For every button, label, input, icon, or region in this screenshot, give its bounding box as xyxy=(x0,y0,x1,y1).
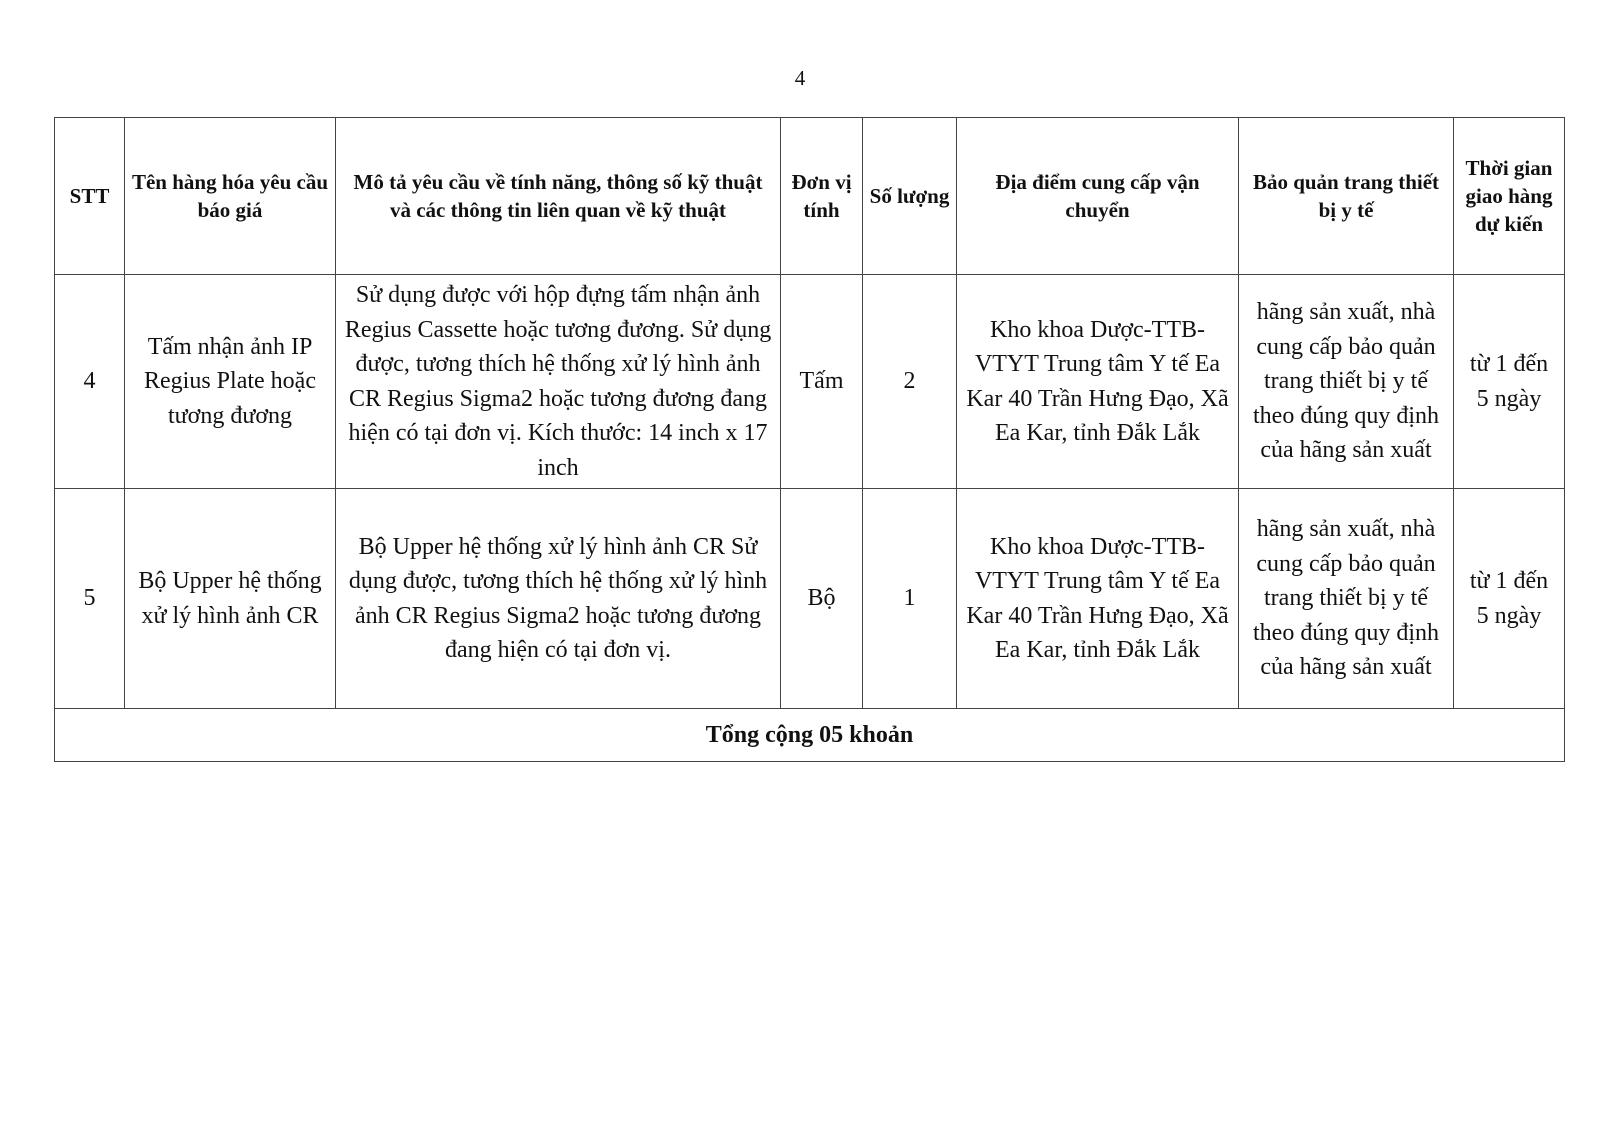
cell-stt: 4 xyxy=(55,275,125,489)
cell-quantity: 1 xyxy=(863,489,957,709)
cell-unit: Tấm xyxy=(781,275,863,489)
header-unit: Đơn vị tính xyxy=(781,118,863,275)
header-stt: STT xyxy=(55,118,125,275)
cell-storage: hãng sản xuất, nhà cung cấp bảo quản trang thiết bị y tế theo đúng quy định của hãng sản xuất xyxy=(1239,489,1454,709)
header-storage: Bảo quản trang thiết bị y tế xyxy=(1239,118,1454,275)
cell-delivery: từ 1 đến 5 ngày xyxy=(1454,489,1565,709)
table-row xyxy=(55,275,1565,489)
cell-delivery: từ 1 đến 5 ngày xyxy=(1454,275,1565,489)
cell-unit: Bộ xyxy=(781,489,863,709)
cell-location: Kho khoa Dược-TTB-VTYT Trung tâm Y tế Ea Kar 40 Trần Hưng Đạo, Xã Ea Kar, tỉnh Đắk Lắk xyxy=(957,275,1239,489)
cell-storage: hãng sản xuất, nhà cung cấp bảo quản trang thiết bị y tế theo đúng quy định của hãng sản xuất xyxy=(1239,275,1454,489)
page-number: 4 xyxy=(794,66,806,90)
cell-name: Bộ Upper hệ thống xử lý hình ảnh CR xyxy=(125,489,336,709)
header-quantity: Số lượng xyxy=(863,118,957,275)
header-name: Tên hàng hóa yêu cầu báo giá xyxy=(125,118,336,275)
cell-stt: 5 xyxy=(55,489,125,709)
quotation-table xyxy=(54,117,1565,762)
cell-description: Bộ Upper hệ thống xử lý hình ảnh CR Sử dụng được, tương thích hệ thống xử lý hình ảnh CR Regius Sigma2 hoặc tương đương đang hiện có tại đơn vị. xyxy=(336,489,781,709)
table-header-row xyxy=(55,118,1565,275)
header-delivery: Thời gian giao hàng dự kiến xyxy=(1454,118,1565,275)
total-label: Tổng cộng 05 khoản xyxy=(55,709,1565,762)
header-location: Địa điểm cung cấp vận chuyển xyxy=(957,118,1239,275)
header-description: Mô tả yêu cầu về tính năng, thông số kỹ thuật và các thông tin liên quan về kỹ thuật xyxy=(336,118,781,275)
cell-name: Tấm nhận ảnh IP Regius Plate hoặc tương đương xyxy=(125,275,336,489)
cell-location: Kho khoa Dược-TTB-VTYT Trung tâm Y tế Ea Kar 40 Trần Hưng Đạo, Xã Ea Kar, tỉnh Đắk Lắk xyxy=(957,489,1239,709)
cell-quantity: 2 xyxy=(863,275,957,489)
table-total-row xyxy=(55,709,1565,762)
table-row xyxy=(55,489,1565,709)
cell-description: Sử dụng được với hộp đựng tấm nhận ảnh Regius Cassette hoặc tương đương. Sử dụng được, tương thích hệ thống xử lý hình ảnh CR Regius Sigma2 hoặc tương đương đang hiện có tại đơn vị. Kích thước: 14 inch x 17 inch xyxy=(336,275,781,489)
